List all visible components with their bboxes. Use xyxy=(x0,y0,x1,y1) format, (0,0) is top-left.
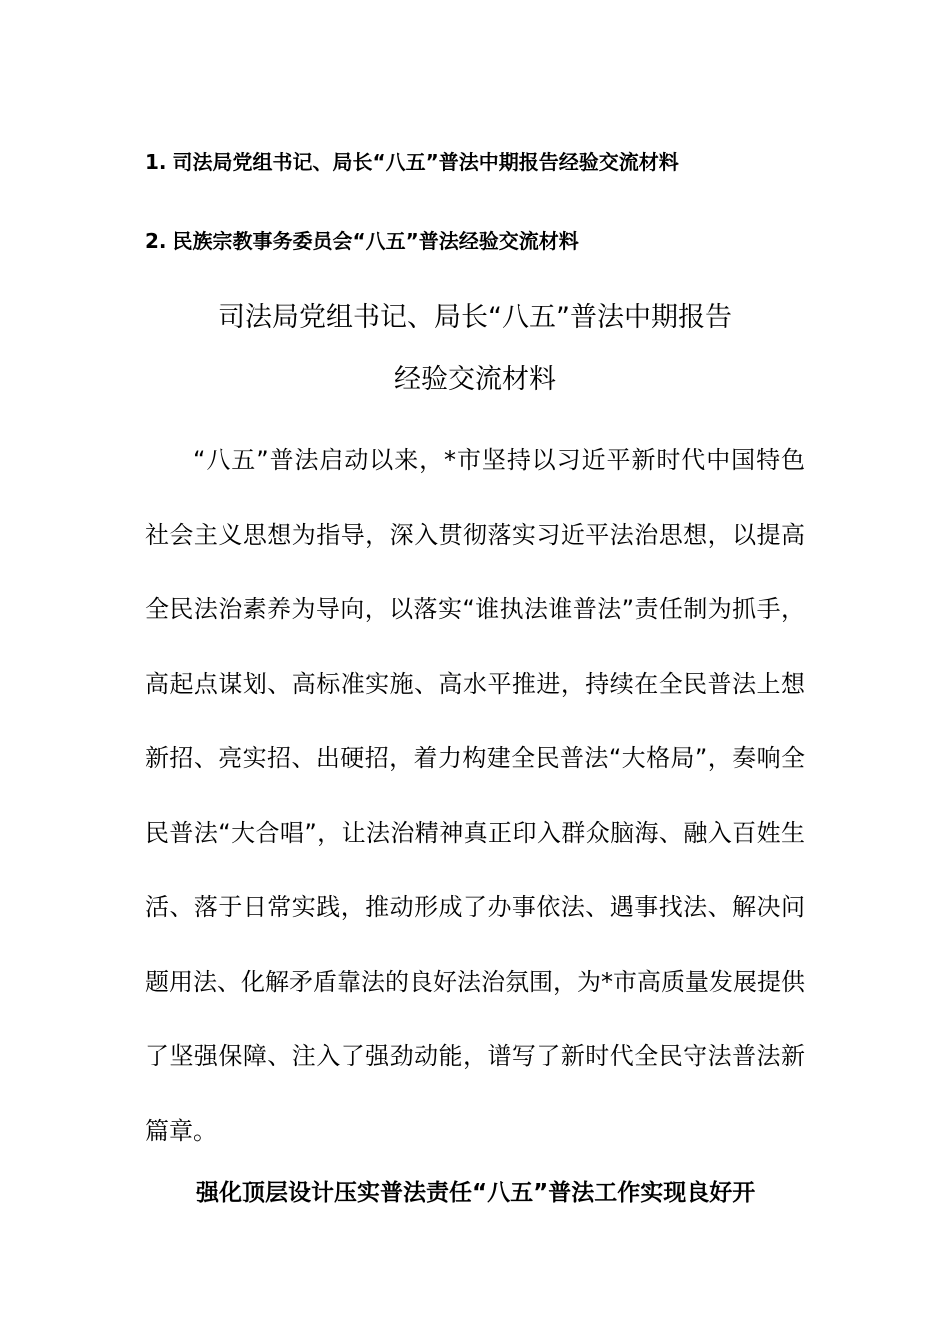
section-heading: 强化顶层设计压实普法责任“八五”普法工作实现良好开 xyxy=(196,1180,756,1206)
document-title-line-1: 司法局党组书记、局长“八五”普法中期报告 xyxy=(218,302,732,333)
toc-item-number: 2. xyxy=(145,229,167,253)
body-paragraph: “八五”普法启动以来，*市坚持以习近平新时代中国特色社会主义思想为指导，深入贯彻落实习近平法治思想，以提高全民法治素养为导向，以落实“谁执法谁普法”责任制为抓手，高起点谋划、高标准实施、高水平推进，持续在全民普法上想新招、亮实招、出硬招，着力构建全民普法“大格局”，奏响全民普法“大合唱”，让法治精神真正印入群众脑海、融入百姓生活、落于日常实践，推动形成了办事依法、遇事找法、解决问题用法、化解矛盾靠法的良好法治氛围，为*市高质量发展提供了坚强保障、注入了强劲动能，谱写了新时代全民守法普法新篇章。 xyxy=(145,446,805,1145)
toc-item-2 xyxy=(145,227,579,255)
toc-item-text: 司法局党组书记、局长“八五”普法中期报告经验交流材料 xyxy=(172,150,679,174)
toc-item-text: 民族宗教事务委员会“八五”普法经验交流材料 xyxy=(172,229,579,253)
toc-item-1 xyxy=(145,148,679,176)
toc-item-number: 1. xyxy=(145,150,167,174)
document-title-line-2: 经验交流材料 xyxy=(394,364,556,395)
